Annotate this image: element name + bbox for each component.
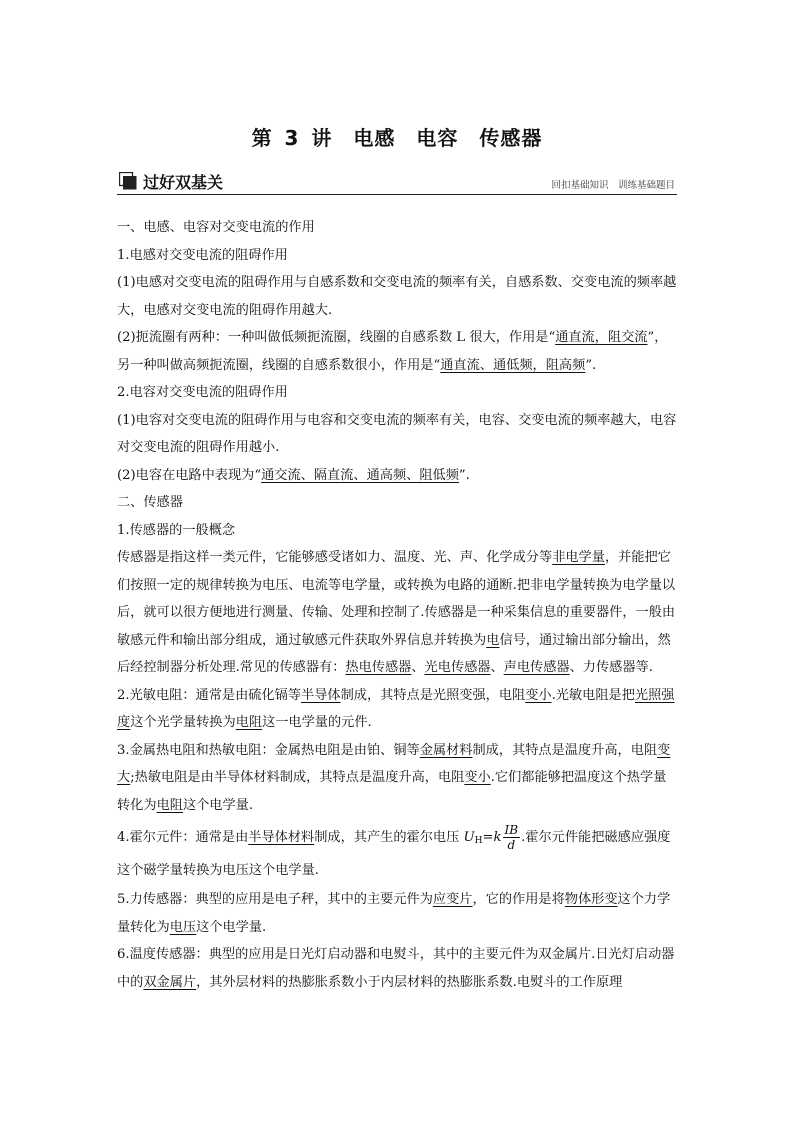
paragraph-temperature-sensor: [117, 941, 677, 996]
subheading-1-2: 2.电容对交变电流的阻碍作用: [117, 385, 288, 400]
document-body: [117, 214, 677, 996]
paragraph-hall-element: [117, 823, 677, 886]
text-span: 6.温度传感器：典型的应用是日光灯启动器和电熨斗，其中的主要元件为双金属片.日光灯启动器中的: [117, 947, 675, 990]
paragraph-sensor-concept: [117, 544, 677, 682]
underlined-answer: 通交流、隔直流、通高频、阻低频: [261, 467, 459, 483]
text-span: 、: [490, 660, 504, 675]
underlined-answer: 通直流、通低频，阻高频: [440, 357, 586, 373]
formula-var-k: k: [493, 830, 502, 845]
subheading-2-1: 1.传感器的一般概念: [117, 522, 236, 538]
underlined-answer: 电压: [169, 919, 197, 935]
text-span: 这个力学量转化为: [117, 892, 671, 935]
underlined-answer: 通直流，阻交流: [555, 330, 648, 345]
text-span: 、: [411, 660, 425, 675]
section-title: 过好双基关: [143, 173, 224, 192]
text-span: ;热敏电阻是由半导体材料制成，其特点是温度升高，电阻: [130, 770, 465, 785]
underlined-answer: 电: [486, 632, 500, 648]
formula-subscript: H: [474, 836, 483, 846]
text-span: ”.: [458, 467, 470, 483]
formula-equals: =: [482, 830, 494, 845]
paragraph-thermistor: [117, 737, 677, 820]
paragraph-capacitor-2: [117, 462, 677, 490]
text-span: 信号，通过输出部分输出，然后经控制器分析处理.常见的传感器有：: [117, 632, 671, 675]
text-span: .霍尔元件能把磁感应强度这个磁学量转换为电压这个电学量.: [117, 830, 671, 878]
paragraph-capacitor-1: (1)电容对交变电流的阻碍作用与电容和交变电流的频率有关，电容、交变电流的频率越大，电容对交变电流的阻碍作用越小.: [117, 412, 677, 455]
text-span: .它们都能够把温度这个热学量转化为: [117, 770, 667, 813]
underlined-answer: 电阻: [235, 715, 263, 730]
underlined-answer: 半导体: [301, 687, 341, 703]
underlined-answer: 变小: [525, 687, 552, 703]
underlined-answer: 光照强度: [117, 687, 675, 730]
underlined-answer: 声电传感器: [503, 660, 570, 675]
underlined-answer: 金属材料: [419, 742, 473, 758]
fraction-numerator: IB: [504, 823, 519, 837]
underlined-answer: 物体形变: [564, 892, 618, 907]
text-span: ，其外层材料的热膨胀系数小于内层材料的热膨胀系数.电熨斗的工作原理: [196, 974, 623, 990]
underlined-answer: 变大: [117, 742, 671, 785]
text-span: 4.霍尔元件：通常是由: [117, 830, 249, 845]
paragraph-inductor-1: (1)电感对交变电流的阻碍作用与自感系数和交变电流的频率有关，自感系数、交变电流的频率越大，电感对交变电流的阻碍作用越大.: [117, 275, 677, 318]
section-square-icon: [119, 172, 137, 190]
text-span: ”，另一种叫做高频扼流圈，线圈的自感系数很小，作用是“: [117, 330, 668, 373]
text-span: 2.光敏电阻：通常是由硫化镉等: [117, 687, 302, 703]
text-span: .光敏电阻是把: [551, 687, 635, 703]
text-span: 5.力传感器：典型的应用是电子秤，其中的主要元件为: [117, 892, 433, 907]
text-span: 这个电学量.: [182, 797, 254, 813]
text-span: (2)电容在电路中表现为“: [117, 467, 262, 483]
text-span: (2)扼流圈有两种：一种叫做低频扼流圈，线圈的自感系数 L 很大，作用是“: [117, 330, 556, 345]
text-span: 传感器是指这样一类元件，它能够感受诸如力、温度、光、声、化学成分等: [117, 550, 553, 565]
text-span: 3.金属热电阻和热敏电阻：金属热电阻是由铂、铜等: [117, 742, 420, 758]
formula-fraction: [503, 823, 521, 852]
text-span: 这一电学量的元件.: [262, 715, 372, 730]
underlined-answer: 半导体材料: [248, 830, 315, 845]
paragraph-force-sensor: [117, 886, 677, 941]
fraction-denominator: d: [507, 838, 516, 852]
underlined-answer: 非电学量: [552, 550, 605, 565]
subheading-1-1: 1.电感对交变电流的阻碍作用: [117, 247, 288, 263]
heading-2: 二、传感器: [117, 495, 183, 510]
underlined-answer: 热电传感器: [345, 660, 412, 675]
page-title: 第 3 讲 电感 电容 传感器: [251, 126, 543, 150]
section-subtitle: 回扣基础知识 训练基础题目: [551, 180, 675, 191]
text-span: 、力传感器等.: [569, 660, 653, 675]
heading-1: 一、电感、电容对交变电流的作用: [117, 220, 315, 235]
underlined-answer: 双金属片: [143, 974, 197, 990]
underlined-answer: 应变片: [432, 892, 473, 907]
underlined-answer: 光电传感器: [424, 660, 491, 675]
text-span: ”.: [585, 357, 597, 373]
text-span: ，它的作用是将: [472, 892, 565, 907]
text-span: 这个电学量.: [196, 919, 267, 935]
section-header: [117, 168, 677, 195]
text-span: 制成，其产生的霍尔电压: [314, 830, 464, 845]
formula-var-u: U: [463, 830, 475, 845]
underlined-answer: 电阻: [156, 797, 183, 813]
paragraph-photoresistor: [117, 682, 677, 737]
text-span: 制成，其特点是光照变强，电阻: [340, 687, 526, 703]
paragraph-inductor-2: [117, 324, 677, 379]
underlined-answer: 变小: [464, 770, 491, 785]
text-span: ，并能把它们按照一定的规律转换为电压、电流等电学量，或转换为电路的通断.把非电学量转换为电学量以后，就可以很方便地进行测量、传输、处理和控制了.传感器是一种采集信息的重要器件，一般由敏感元件和输出部分组成，通过敏感元件获取外界信息并转换为: [117, 550, 676, 648]
text-span: 制成，其特点是温度升高，电阻: [472, 742, 658, 758]
text-span: 这个光学量转换为: [130, 715, 236, 730]
